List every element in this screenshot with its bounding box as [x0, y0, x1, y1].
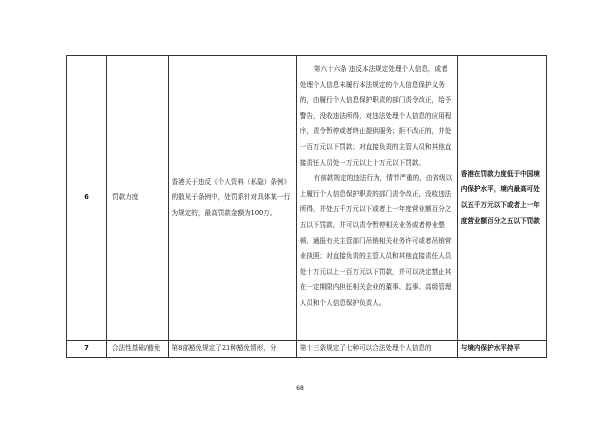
mainland-paragraph: 有前款规定的违法行为，情节严重的，由省级以上履行个人信息保护职责的部门责令改正，没收违法所得，并处五千万元以下或者上一年度营业额百分之五以下罚款，并可以责令暂停相关业务或者停业整顿、通报有关主管部门吊销相关业务许可或者吊销营业执照；对直接负责的主管人员和其他直接责任人员处十万元以上一百万元以下罚款，并可以决定禁止其在一定期限内担任相关企业的董事、监事、高级管理人员和个人信息保护负责人。: [299, 174, 453, 307]
comparison-table: [66, 55, 547, 358]
comparison-note: 香港在罚款力度低于中国境内保护水平，境内最高可处以五千万元以下或者上一年度营业额百分之五以下罚款: [457, 56, 546, 341]
row-topic: 罚款力度: [107, 56, 169, 341]
mainland-provision: 第十三条规定了七种可以合法处理个人信息的: [296, 341, 457, 358]
row-number: 6: [67, 56, 107, 341]
comparison-note: 与境内保护水平持平: [457, 341, 546, 358]
row-topic: 合法性基础/豁免: [107, 341, 169, 358]
table-row: [67, 341, 547, 358]
table-row: [67, 56, 547, 341]
hong-kong-provision: 香港关于违反《个人资料（私隐）条例》的散见于条例中，处罚系针对具体某一行为规定的，最高罚款金额为100万。: [168, 56, 296, 341]
mainland-paragraph: 第六十六条 违反本法规定处理个人信息，或者处理个人信息未履行本法规定的个人信息保护义务的，由履行个人信息保护职责的部门责令改正，给予警告，没收违法所得，对违法处理个人信息的应用程序，责令暂停或者终止提供服务；拒不改正的，并处一百万元以下罚款；对直接负责的主管人员和其他直接责任人员处一万元以上十万元以下罚款。: [299, 65, 452, 167]
mainland-provision: [296, 56, 457, 341]
row-number: 7: [67, 341, 107, 358]
page-number: 68: [296, 385, 304, 392]
hong-kong-provision: 第8部豁免规定了21种豁免情形，分: [168, 341, 296, 358]
